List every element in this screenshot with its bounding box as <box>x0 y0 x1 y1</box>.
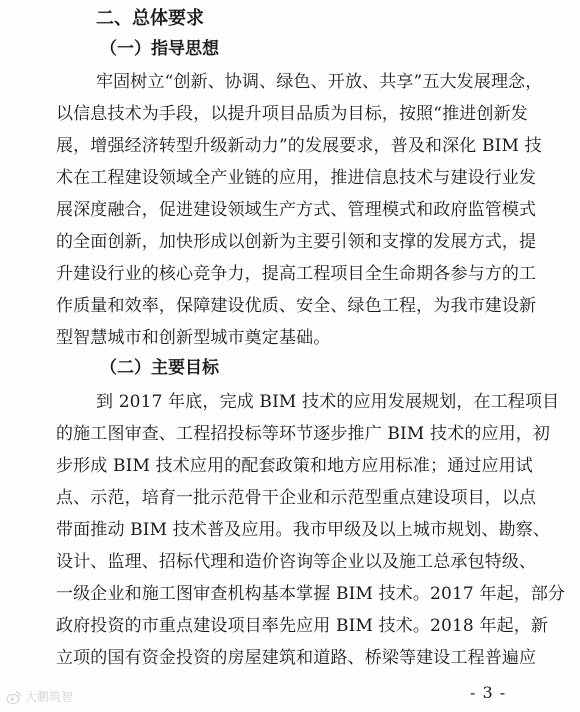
paragraph-line: 步形成 BIM 技术应用的配套政策和地方应用标准；通过应用试 <box>56 456 533 476</box>
paragraph-line: 一级企业和施工图审查机构基本掌握 BIM 技术。2017 年起，部分 <box>56 584 566 604</box>
paragraph-line: 作质量和效率，保障建设优质、安全、绿色工程，为我市建设新 <box>56 296 537 316</box>
paragraph-line: 到 2017 年底，完成 BIM 技术的应用发展规划，在工程项目 <box>96 392 560 412</box>
paragraph-line: 展，增强经济转型升级新动力”的发展要求，普及和深化 BIM 技 <box>56 136 542 156</box>
weibo-style-logo-icon <box>6 689 22 705</box>
paragraph-line: 展深度融合，促进建设领域生产方式、管理模式和政府监管模式 <box>56 200 537 220</box>
watermark <box>6 688 96 706</box>
watermark-text: 大鹏筑智 <box>25 690 74 704</box>
guiding-heading: （一）指导思想 <box>100 39 219 59</box>
page-number: - 3 - <box>470 683 507 702</box>
paragraph-line: 的全面创新，加快形成以创新为主要引领和支撑的发展方式，提 <box>56 232 537 252</box>
paragraph-line: 政府投资的市重点建设项目率先应用 BIM 技术。2018 年起，新 <box>56 616 549 636</box>
section-heading: 二、总体要求 <box>96 8 204 29</box>
paragraph-line: 型智慧城市和创新型城市奠定基础。 <box>56 328 331 348</box>
paragraph-line: 带面推动 BIM 技术普及应用。我市甲级及以上城市规划、勘察、 <box>56 520 551 540</box>
paragraph-line: 牢固树立“创新、协调、绿色、开放、共享”五大发展理念， <box>96 72 543 92</box>
paragraph-line: 升建设行业的核心竞争力，提高工程项目全生命期各参与方的工 <box>56 264 537 284</box>
goals-heading: （二）主要目标 <box>100 358 219 378</box>
paragraph-line: 设计、监理、招标代理和造价咨询等企业以及施工总承包特级、 <box>56 552 537 572</box>
paragraph-line: 术在工程建设领域全产业链的应用，推进信息技术与建设行业发 <box>56 168 537 188</box>
paragraph-line: 立项的国有资金投资的房屋建筑和道路、桥梁等建设工程普遍应 <box>56 648 537 668</box>
paragraph-line: 的施工图审查、工程招投标等环节逐步推广 BIM 技术的应用，初 <box>56 424 551 444</box>
paragraph-line: 点、示范，培育一批示范骨干企业和示范型重点建设项目，以点 <box>56 488 537 508</box>
paragraph-line: 以信息技术为手段，以提升项目品质为目标，按照“推进创新发 <box>56 104 528 124</box>
